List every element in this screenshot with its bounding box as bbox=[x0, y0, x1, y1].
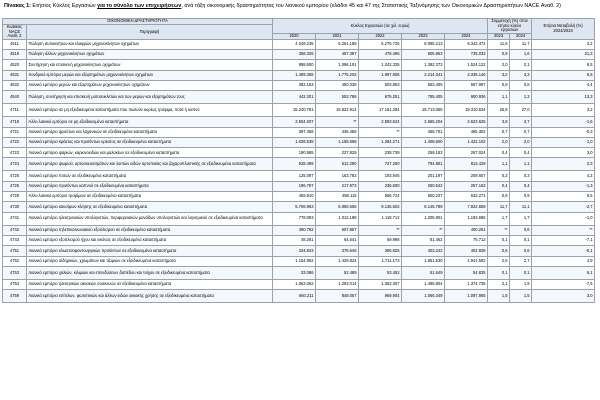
turnover-cell: 53.452 bbox=[359, 266, 402, 279]
turnover-cell: 794.801 bbox=[402, 158, 445, 171]
table-header bbox=[3, 19, 595, 40]
share-cell: 0,1 bbox=[510, 235, 532, 245]
nace-code-cell: 4752 bbox=[3, 256, 27, 266]
description-cell: Λιανικό εμπόριο καυσίμων κίνησης σε εξειδικευμένα καταστήματα bbox=[27, 202, 273, 212]
change-cell: -1,3 bbox=[532, 181, 595, 191]
turnover-cell: 54.835 bbox=[445, 266, 488, 279]
share-cell: 0,7 bbox=[488, 127, 510, 137]
turnover-cell: 1.028.538 bbox=[273, 137, 316, 147]
share-cell: 1,9 bbox=[510, 279, 532, 289]
nace-code-cell: 4754 bbox=[3, 279, 27, 289]
nace-code-cell: 4719 bbox=[3, 117, 27, 127]
turnover-cell: 2.665.204 bbox=[402, 117, 445, 127]
header-year: 2020 bbox=[273, 34, 316, 40]
share-cell: 2,0 bbox=[488, 137, 510, 147]
turnover-cell: 587.997 bbox=[445, 80, 488, 90]
turnover-cell: 459.910 bbox=[273, 192, 316, 202]
description-cell: Λιανικό εμπόριο ηλεκτρονικών υπολογιστών, περιφερειακών μονάδων υπολογιστών και λογισμικού σε εξειδικευμένα καταστήματα bbox=[27, 212, 273, 225]
turnover-cell: 675.251 bbox=[359, 91, 402, 104]
description-cell: Λιανικό εμπόριο τηλεπικοινωνιακού εξοπλισμού σε εξειδικευμένα καταστήματα bbox=[27, 225, 273, 235]
turnover-cell: 1.997.806 bbox=[359, 70, 402, 80]
turnover-cell: 795.405 bbox=[402, 91, 445, 104]
turnover-cell: 1.485.804 bbox=[402, 279, 445, 289]
description-cell: Λιανικό εμπόριο χαλιών, κιλιμιών και επενδύσεων δαπέδου και τοίχου σε εξειδικευμένα καταστήματα bbox=[27, 266, 273, 279]
table-caption bbox=[4, 3, 596, 10]
table-row bbox=[3, 117, 595, 127]
share-cell: 2,0 bbox=[510, 137, 532, 147]
change-cell: 3,2 bbox=[532, 39, 595, 49]
nace-code-cell: 4540 bbox=[3, 91, 27, 104]
turnover-cell: 1.711.173 bbox=[359, 256, 402, 266]
turnover-cell: 2.214.341 bbox=[402, 70, 445, 80]
description-cell: Λιανικό εμπόριο ψωμιού, αρτοσκευασμάτων και λοιπών ειδών αρτοποιίας και ζαχαροπλαστικής σε εξειδικευμένα καταστήματα bbox=[27, 158, 273, 171]
change-cell: 1,0 bbox=[532, 137, 595, 147]
table-row bbox=[3, 80, 595, 90]
description-cell: Λιανικό εμπόριο σε μη εξειδικευμένα καταστήματα που πωλούν κυρίως τρόφιμα, ποτά ή καπνό bbox=[27, 104, 273, 117]
share-cell: 0,4 bbox=[488, 148, 510, 158]
turnover-cell: 660.211 bbox=[273, 290, 316, 303]
table-row bbox=[3, 279, 595, 289]
turnover-cell: 1.353.367 bbox=[359, 279, 402, 289]
turnover-cell: 1.422.102 bbox=[445, 137, 488, 147]
share-cell: 0,3 bbox=[510, 171, 532, 181]
change-cell: 5,5 bbox=[532, 192, 595, 202]
share-cell: 3,7 bbox=[510, 117, 532, 127]
share-cell: 1,1 bbox=[488, 91, 510, 104]
change-cell: -0,1 bbox=[532, 246, 595, 256]
header-year: 2021 bbox=[316, 34, 359, 40]
description-cell: Χονδρικό εμπόριο μερών και εξαρτημάτων μηχανοκίνητων οχημάτων bbox=[27, 70, 273, 80]
description-cell: Συντήρηση και επισκευή μηχανοκίνητων οχημάτων bbox=[27, 60, 273, 70]
turnover-cell: 48.291 bbox=[273, 235, 316, 245]
share-cell: 0,9 bbox=[488, 50, 510, 60]
turnover-cell: 376.646 bbox=[316, 246, 359, 256]
turnover-cell: 2.623.625 bbox=[445, 117, 488, 127]
share-cell: 3,3 bbox=[510, 70, 532, 80]
nace-code-cell: 4531 bbox=[3, 70, 27, 80]
turnover-cell: 467.397 bbox=[316, 50, 359, 60]
share-cell: 11,1 bbox=[510, 202, 532, 212]
header-change: Ετήσια Μεταβολή (%) 2024/2023 bbox=[532, 19, 595, 40]
change-cell: -1,0 bbox=[532, 212, 595, 225]
caption-emphasis: για το σύνολο των επιχειρήσεων bbox=[97, 3, 182, 9]
nace-code-cell: 4743 bbox=[3, 235, 27, 245]
share-cell: 0,7 bbox=[510, 127, 532, 137]
turnover-cell: ** bbox=[359, 225, 402, 235]
table-row bbox=[3, 225, 595, 235]
header-activity-group: ΟΙΚΟΝΟΜΙΚΗ ΔΡΑΣΤΗΡΙΟΤΗΤΑ bbox=[3, 19, 273, 25]
turnover-cell: 5.261.189 bbox=[316, 39, 359, 49]
turnover-cell: 17.181.294 bbox=[359, 104, 402, 117]
turnover-cell: 5.706.963 bbox=[273, 202, 316, 212]
header-year: 2023 bbox=[402, 34, 445, 40]
description-cell: Λιανικό εμπόριο μερών και εξαρτημάτων μηχανοκίνητων οχημάτων bbox=[27, 80, 273, 90]
turnover-cell: 450.338 bbox=[316, 80, 359, 90]
change-cell: 2,3 bbox=[532, 158, 595, 171]
turnover-cell: 15.240.781 bbox=[273, 104, 316, 117]
share-cell: ** bbox=[488, 225, 510, 235]
nace-code-cell: 4759 bbox=[3, 290, 27, 303]
turnover-cell: 8.145.789 bbox=[402, 202, 445, 212]
share-cell: 2,6 bbox=[488, 256, 510, 266]
table-row bbox=[3, 212, 595, 225]
turnover-cell: 1.374.735 bbox=[445, 279, 488, 289]
share-cell: 0,8 bbox=[510, 80, 532, 90]
change-cell: 4,4 bbox=[532, 80, 595, 90]
change-cell: 13,3 bbox=[532, 91, 595, 104]
turnover-cell: 528.499 bbox=[273, 158, 316, 171]
description-cell: Πώληση άλλων μηχανοκίνητων οχημάτων bbox=[27, 50, 273, 60]
nace-code-cell: 4722 bbox=[3, 137, 27, 147]
table-row bbox=[3, 202, 595, 212]
share-cell: 11,7 bbox=[488, 202, 510, 212]
turnover-cell: 1.063.062 bbox=[273, 279, 316, 289]
header-code: Κωδικός NACE Αναθ. 2 bbox=[3, 25, 27, 40]
turnover-cell: 1.193.686 bbox=[445, 212, 488, 225]
turnover-cell: 1.489.355 bbox=[273, 70, 316, 80]
turnover-cell: 490.792 bbox=[273, 225, 316, 235]
table-row bbox=[3, 181, 595, 191]
turnover-cell: 19.310.534 bbox=[445, 104, 488, 117]
turnover-cell: 2.335.146 bbox=[445, 70, 488, 80]
turnover-cell: 1.408.600 bbox=[402, 137, 445, 147]
nace-code-cell: 4741 bbox=[3, 212, 27, 225]
table-row bbox=[3, 60, 595, 70]
table-row bbox=[3, 127, 595, 137]
nace-code-cell: 4721 bbox=[3, 127, 27, 137]
turnover-cell: 1.283.014 bbox=[316, 279, 359, 289]
description-cell: Λιανικό εμπόριο προϊόντων καπνού σε εξειδικευμένα καταστήματα bbox=[27, 181, 273, 191]
turnover-cell: 267.024 bbox=[445, 148, 488, 158]
turnover-cell: ** bbox=[316, 117, 359, 127]
turnover-cell: 33.086 bbox=[273, 266, 316, 279]
turnover-cell: ** bbox=[402, 225, 445, 235]
share-cell: 0,9 bbox=[488, 192, 510, 202]
turnover-cell: 163.783 bbox=[316, 171, 359, 181]
share-cell: 0,6 bbox=[510, 246, 532, 256]
share-cell: 1,3 bbox=[510, 91, 532, 104]
turnover-cell: 607.857 bbox=[316, 225, 359, 235]
table-row bbox=[3, 246, 595, 256]
turnover-cell: 498.115 bbox=[316, 192, 359, 202]
change-cell: 4,9 bbox=[532, 256, 595, 266]
turnover-cell: 15.822.914 bbox=[316, 104, 359, 117]
nace-code-cell: 4724 bbox=[3, 158, 27, 171]
description-cell: Πώληση αυτοκινήτων και ελαφρών μηχανοκίνητων οχημάτων bbox=[27, 39, 273, 49]
turnover-cell: 813.429 bbox=[445, 158, 488, 171]
turnover-cell: 2.504.607 bbox=[273, 117, 316, 127]
caption-text-before: Ετήσιος Κύκλος Εργασιών bbox=[30, 3, 98, 9]
change-cell: 5,5 bbox=[532, 70, 595, 80]
turnover-cell: 503.863 bbox=[359, 80, 402, 90]
change-cell: -2,7 bbox=[532, 202, 595, 212]
table-row bbox=[3, 235, 595, 245]
turnover-cell: 190.585 bbox=[273, 148, 316, 158]
turnover-cell: 81.462 bbox=[402, 235, 445, 245]
turnover-cell: 898.600 bbox=[273, 60, 316, 70]
nace-code-cell: 4729 bbox=[3, 192, 27, 202]
header-share: Συμμετοχή (%) στον ετήσιο κύκλο εργασιών bbox=[488, 19, 532, 34]
share-cell: 3,2 bbox=[488, 70, 510, 80]
turnover-cell: 397.458 bbox=[273, 127, 316, 137]
table-row bbox=[3, 158, 595, 171]
turnover-cell: 1.155.668 bbox=[316, 137, 359, 147]
share-cell: 1,7 bbox=[510, 212, 532, 225]
turnover-cell: 466.701 bbox=[402, 127, 445, 137]
description-cell: Άλλο λιανικό εμπόριο σε μη εξειδικευμένα καταστήματα bbox=[27, 117, 273, 127]
turnover-cell: 209.657 bbox=[445, 171, 488, 181]
share-cell: 0,1 bbox=[488, 235, 510, 245]
turnover-cell: 259.183 bbox=[402, 148, 445, 158]
change-cell: 3,0 bbox=[532, 148, 595, 158]
change-cell: -7,1 bbox=[532, 235, 595, 245]
nace-code-cell: 4711 bbox=[3, 104, 27, 117]
turnover-cell: 75.712 bbox=[445, 235, 488, 245]
table-row bbox=[3, 171, 595, 181]
header-description: Περιγραφή bbox=[27, 25, 273, 40]
description-cell: Άλλο λιανικό εμπόριο τροφίμων σε εξειδικευμένα καταστήματα bbox=[27, 192, 273, 202]
description-cell: Λιανικό εμπόριο σιδηρικών, χρωμάτων και τζαμιών σε εξειδικευμένα καταστήματα bbox=[27, 256, 273, 266]
turnover-cell: 465.302 bbox=[445, 127, 488, 137]
turnover-cell: 553.786 bbox=[316, 91, 359, 104]
nace-code-cell: 4532 bbox=[3, 80, 27, 90]
turnover-cell: 1.154.962 bbox=[273, 256, 316, 266]
change-cell: 21,3 bbox=[532, 50, 595, 60]
turnover-cell: 69.998 bbox=[359, 235, 402, 245]
turnover-cell: 848.057 bbox=[316, 290, 359, 303]
table-body bbox=[3, 39, 595, 302]
turnover-cell: 400.261 bbox=[445, 225, 488, 235]
turnover-cell: 358.325 bbox=[273, 50, 316, 60]
nace-code-cell: 4726 bbox=[3, 181, 27, 191]
share-cell: 11,6 bbox=[488, 39, 510, 49]
turnover-cell: 436.458 bbox=[316, 127, 359, 137]
nace-code-cell: 4519 bbox=[3, 50, 27, 60]
turnover-cell: 396.825 bbox=[359, 246, 402, 256]
nace-code-cell: 4725 bbox=[3, 171, 27, 181]
share-cell: 0,6 bbox=[510, 225, 532, 235]
share-cell: 2,7 bbox=[510, 256, 532, 266]
table-row bbox=[3, 290, 595, 303]
turnover-cell: 1.118.712 bbox=[359, 212, 402, 225]
turnover-cell: 900.936 bbox=[445, 91, 488, 104]
table-row bbox=[3, 256, 595, 266]
change-cell: 3,2 bbox=[532, 104, 595, 117]
turnover-cell: 402.928 bbox=[445, 246, 488, 256]
description-cell: Λιανικό εμπόριο ηλεκτρικών οικιακών συσκευών σε εξειδικευμένα καταστήματα bbox=[27, 279, 273, 289]
description-cell: Λιανικό εμπόριο ψαριών, καρκινοειδών και μαλακίων σε εξειδικευμένα καταστήματα bbox=[27, 148, 273, 158]
share-cell: 2,1 bbox=[510, 60, 532, 70]
share-cell: 1,1 bbox=[510, 158, 532, 171]
turnover-cell: 1.284.271 bbox=[359, 137, 402, 147]
nace-code-cell: 4723 bbox=[3, 148, 27, 158]
share-cell: 0,9 bbox=[510, 192, 532, 202]
turnover-cell: 969.904 bbox=[359, 290, 402, 303]
turnover-cell: 612.290 bbox=[316, 158, 359, 171]
header-year: 2022 bbox=[359, 34, 402, 40]
caption-text-after: , ανά τάξη οικονομικής δραστηριότητας του λιανικού εμπορίου (κλάδοι 45 και 47 της Στατιστικής Ταξινόμησης των Οικονομικών Δραστηριοτήτων NACE Αναθ. 2) bbox=[181, 3, 561, 9]
nace-code-cell: 4520 bbox=[3, 60, 27, 70]
turnover-cell: 227.829 bbox=[316, 148, 359, 158]
change-cell: 3,0 bbox=[532, 290, 595, 303]
turnover-cell: 6.950.665 bbox=[316, 202, 359, 212]
share-cell: 11,7 bbox=[510, 39, 532, 49]
turnover-cell: 633.271 bbox=[445, 192, 488, 202]
description-cell: Λιανικό εμπόριο εξοπλισμού ήχου και εικόνας σε εξειδικευμένα καταστήματα bbox=[27, 235, 273, 245]
share-cell: 0,1 bbox=[510, 266, 532, 279]
nace-code-cell: 4730 bbox=[3, 202, 27, 212]
turnover-cell: 260.542 bbox=[402, 181, 445, 191]
share-cell: 2,1 bbox=[488, 279, 510, 289]
turnover-cell: 2.593.624 bbox=[359, 117, 402, 127]
turnover-cell: 1.392.373 bbox=[402, 60, 445, 70]
turnover-cell: 556.724 bbox=[359, 192, 402, 202]
change-cell: 6,1 bbox=[532, 266, 595, 279]
turnover-cell: 6.275.726 bbox=[359, 39, 402, 49]
change-cell: ** bbox=[532, 225, 595, 235]
turnover-cell: 1.066.349 bbox=[402, 290, 445, 303]
table-row bbox=[3, 192, 595, 202]
turnover-cell: 1.429.824 bbox=[316, 256, 359, 266]
turnover-cell: 7.922.659 bbox=[445, 202, 488, 212]
share-cell: 1,6 bbox=[510, 50, 532, 60]
turnover-table bbox=[2, 18, 595, 303]
header-turnover: Κύκλος Εργασιών (σε χιλ. ευρώ) bbox=[273, 19, 488, 34]
description-cell: Πώληση, συντήρηση και επισκευή μοτοσυκλετών και των μερών και εξαρτημάτων τους bbox=[27, 91, 273, 104]
turnover-cell: 8.342.472 bbox=[445, 39, 488, 49]
turnover-cell: 1.242.325 bbox=[359, 60, 402, 70]
turnover-cell: 403.242 bbox=[402, 246, 445, 256]
share-cell: 27,0 bbox=[510, 104, 532, 117]
turnover-cell: 4.049.235 bbox=[273, 39, 316, 49]
change-cell: 4,2 bbox=[532, 171, 595, 181]
table-row bbox=[3, 91, 595, 104]
share-cell: 1,7 bbox=[488, 212, 510, 225]
turnover-cell: 778.093 bbox=[273, 212, 316, 225]
nace-code-cell: 4753 bbox=[3, 266, 27, 279]
turnover-cell: 125.097 bbox=[273, 171, 316, 181]
share-cell: 26,8 bbox=[488, 104, 510, 117]
nace-code-cell: 4751 bbox=[3, 246, 27, 256]
turnover-cell: 1.097.865 bbox=[445, 290, 488, 303]
table-row bbox=[3, 104, 595, 117]
turnover-cell: 478.496 bbox=[359, 50, 402, 60]
turnover-cell: 9.135.602 bbox=[359, 202, 402, 212]
table-row bbox=[3, 39, 595, 49]
change-cell: -7,5 bbox=[532, 279, 595, 289]
turnover-cell: 18.713.065 bbox=[402, 104, 445, 117]
share-cell: 0,1 bbox=[488, 266, 510, 279]
change-cell: 9,5 bbox=[532, 60, 595, 70]
turnover-cell: 605.953 bbox=[402, 50, 445, 60]
turnover-cell: ** bbox=[359, 127, 402, 137]
turnover-cell: 382.183 bbox=[273, 80, 316, 90]
turnover-cell: 51.649 bbox=[402, 266, 445, 279]
turnover-cell: 1.941.582 bbox=[445, 256, 488, 266]
turnover-cell: 195.797 bbox=[273, 181, 316, 191]
turnover-cell: 1.775.202 bbox=[316, 70, 359, 80]
share-cell: 2,0 bbox=[488, 60, 510, 70]
turnover-cell: 1.524.122 bbox=[445, 60, 488, 70]
turnover-cell: 735.033 bbox=[445, 50, 488, 60]
nace-code-cell: 4742 bbox=[3, 225, 27, 235]
share-cell: 3,8 bbox=[488, 117, 510, 127]
description-cell: Λιανικό εμπόριο επίπλων, φωτιστικών και άλλων ειδών οικιακής χρήσης σε εξειδικευμένα καταστήματα bbox=[27, 290, 273, 303]
turnover-cell: 52.489 bbox=[316, 266, 359, 279]
header-year: 2024 bbox=[445, 34, 488, 40]
header-share-year: 2023 bbox=[488, 34, 510, 40]
turnover-cell: 236.600 bbox=[359, 181, 402, 191]
turnover-cell: 64.641 bbox=[316, 235, 359, 245]
change-cell: -0,3 bbox=[532, 127, 595, 137]
turnover-cell: 1.851.530 bbox=[402, 256, 445, 266]
description-cell: Λιανικό εμπόριο φρούτων και λαχανικών σε εξειδικευμένα καταστήματα bbox=[27, 127, 273, 137]
share-cell: 1,5 bbox=[510, 290, 532, 303]
turnover-cell: 217.973 bbox=[316, 181, 359, 191]
share-cell: 0,4 bbox=[510, 181, 532, 191]
turnover-cell: 442.201 bbox=[273, 91, 316, 104]
table-row bbox=[3, 50, 595, 60]
turnover-cell: 257.162 bbox=[445, 181, 488, 191]
share-cell: 1,1 bbox=[488, 158, 510, 171]
turnover-cell: 563.406 bbox=[402, 80, 445, 90]
turnover-cell: 201.197 bbox=[402, 171, 445, 181]
share-cell: 0,4 bbox=[488, 181, 510, 191]
table-row bbox=[3, 148, 595, 158]
share-cell: 0,8 bbox=[488, 80, 510, 90]
turnover-cell: 600.237 bbox=[402, 192, 445, 202]
turnover-cell: 727.250 bbox=[359, 158, 402, 171]
change-cell: -1,6 bbox=[532, 117, 595, 127]
table-row bbox=[3, 137, 595, 147]
description-cell: Λιανικό εμπόριο κρέατος και προϊόντων κρέατος σε εξειδικευμένα καταστήματα bbox=[27, 137, 273, 147]
share-cell: 0,4 bbox=[510, 148, 532, 158]
nace-code-cell: 4511 bbox=[3, 39, 27, 49]
table-row bbox=[3, 70, 595, 80]
share-cell: 0,3 bbox=[488, 171, 510, 181]
share-cell: 1,5 bbox=[488, 290, 510, 303]
turnover-cell: 8.085.213 bbox=[402, 39, 445, 49]
description-cell: Λιανικό εμπόριο ποτών σε εξειδικευμένα καταστήματα bbox=[27, 171, 273, 181]
caption-label: Πίνακας 1: bbox=[4, 3, 31, 9]
description-cell: Λιανικό εμπόριο κλωστοϋφαντουργικών προϊόντων σε εξειδικευμένα καταστήματα bbox=[27, 246, 273, 256]
table-row bbox=[3, 266, 595, 279]
share-cell: 0,6 bbox=[488, 246, 510, 256]
turnover-cell: 1.012.188 bbox=[316, 212, 359, 225]
turnover-cell: 1.096.191 bbox=[316, 60, 359, 70]
turnover-cell: 238.739 bbox=[359, 148, 402, 158]
header-share-year: 2024 bbox=[510, 34, 532, 40]
turnover-cell: 193.945 bbox=[359, 171, 402, 181]
turnover-cell: 1.205.901 bbox=[402, 212, 445, 225]
turnover-cell: 334.833 bbox=[273, 246, 316, 256]
